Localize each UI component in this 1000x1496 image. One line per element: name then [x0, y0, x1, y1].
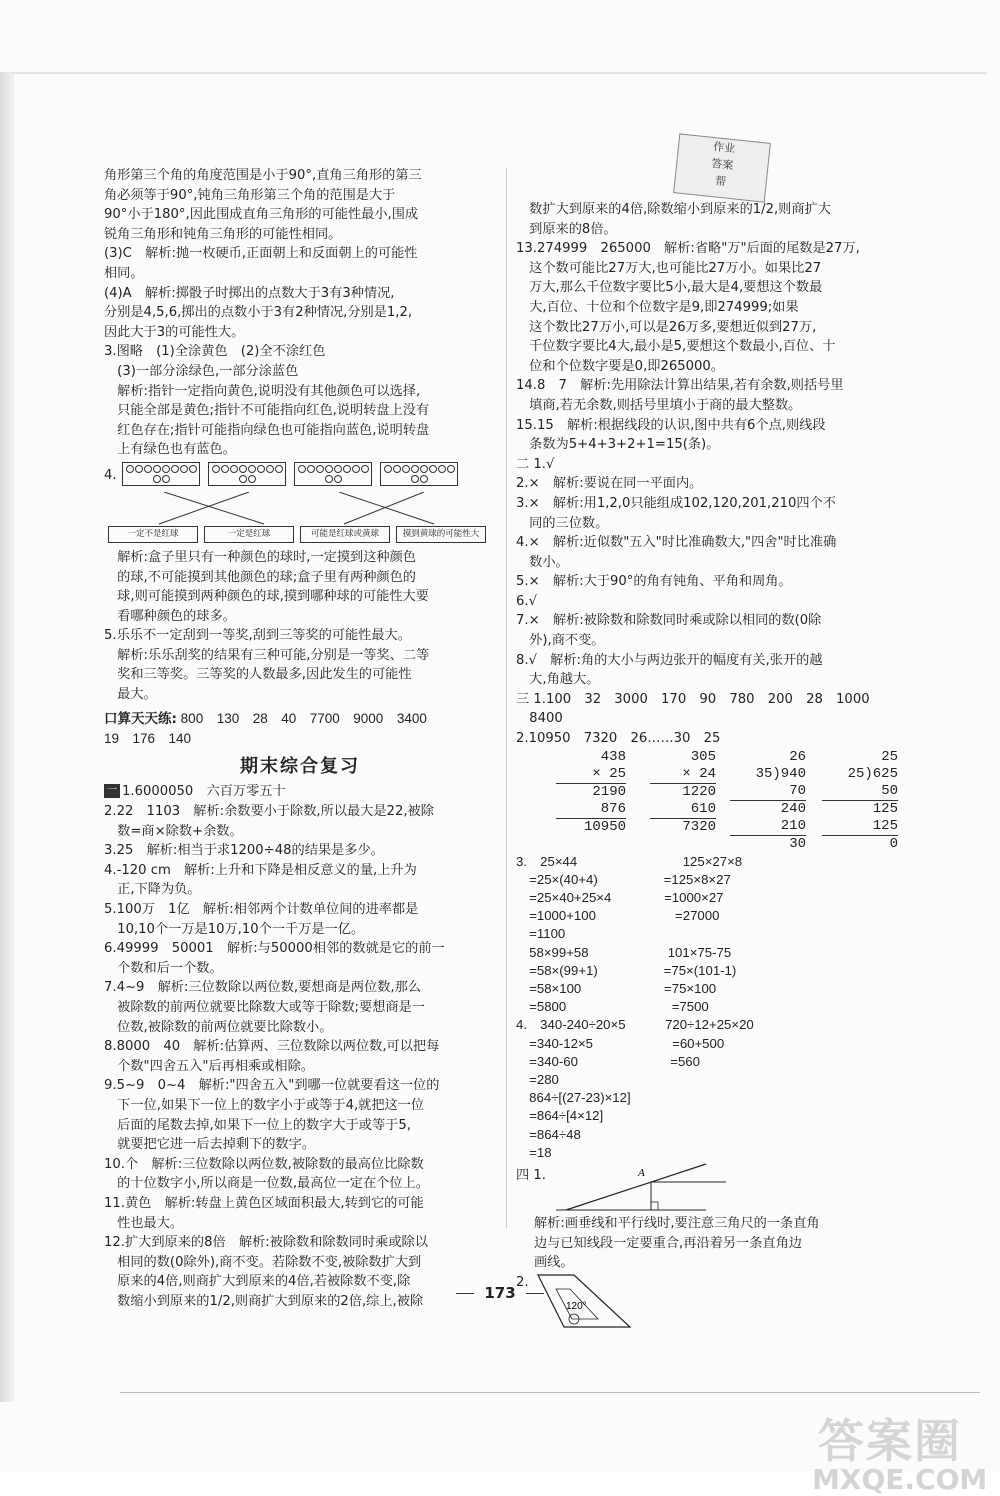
text-line: 条数为5+4+3+2+1=15(条)。 [516, 437, 720, 453]
text-line: 解析:乐乐刮奖的结果有三种可能,分别是一等奖、二等 [104, 647, 430, 663]
perpendicular-line-drawing [556, 1162, 736, 1214]
text-line: 解析:盒子里只有一种颜色的球时,一定摸到这种颜色 [104, 549, 416, 565]
left-bottom-block [104, 782, 496, 1311]
q4-2-label: 2. [516, 1274, 529, 1290]
text-line: =25×(40+4) =125×8×27 [516, 871, 731, 887]
page-number-text: 173 [484, 1284, 516, 1302]
text-line: 11.黄色 解析:转盘上黄色区域面积最大,转到它的可能 [104, 1195, 424, 1211]
text-line: 6.√ [516, 593, 537, 609]
result-labels [108, 526, 486, 543]
text-line: =340-60 =560 [516, 1053, 700, 1069]
text-line: 球,则可能摸到两种颜色的球,摸到哪种球的可能性大要 [104, 589, 429, 605]
section-title: 期末综合复习 [240, 755, 360, 777]
text-line: 到原来的8倍。 [516, 221, 617, 237]
watermark-url: MXQE.COM [812, 1463, 988, 1496]
text-line: 6.49999 50001 解析:与50000相邻的数就是它的前一 [104, 941, 445, 957]
text-line: 位数,被除数的前两位就要比除数小。 [104, 1019, 333, 1035]
text-line: =58×100 =75×100 [516, 981, 717, 997]
calc-row: 305 [690, 748, 716, 765]
text-line: 7.4~9 解析:三位数除以两位数,要想商是两位数,那么 [104, 980, 421, 996]
text-line: 就要把它进一后去掉剩下的数字。 [104, 1137, 315, 1153]
text-line: 13.274999 265000 解析:省略"万"后面的尾数是27万, [516, 241, 860, 257]
text-line: 大,百位、十位和个位数字是9,即274999;如果 [516, 299, 799, 315]
text-line: 正,下降为负。 [104, 882, 201, 898]
text-line: 万大,那么千位数字要比5小,最大是4,要想这个数最 [516, 280, 823, 296]
section-one-marker: 一 [104, 784, 120, 798]
text-line: =25×40+25×4 =1000×27 [516, 890, 724, 906]
calc-row: 125 [872, 800, 898, 817]
left-column [104, 166, 496, 1311]
division-625-by-25 [822, 749, 898, 853]
text-line: =1100 [516, 926, 566, 942]
text-line: 3.× 解析:用1,2,0只能组成102,120,201,210四个不 [516, 495, 836, 511]
q4-label: 4. [104, 467, 117, 483]
text-line: 边与已知线段一定要重合,再沿着另一条直角边 [534, 1235, 802, 1251]
text-line: 二 1.√ [516, 456, 555, 472]
text-line: 数小。 [516, 554, 569, 570]
calc-row: 10950 [583, 818, 626, 835]
ball-box [380, 462, 458, 486]
text-line: =18 [516, 1144, 552, 1160]
calc-row: 30 [789, 835, 806, 852]
text-line: 数=商×除数+余数。 [104, 823, 243, 839]
text-line: 58×99+58 101×75-75 [516, 944, 732, 960]
text-line: 性也最大。 [104, 1215, 184, 1231]
text-line: 填商,若无余数,则括号里填小于商的最大整数。 [516, 397, 802, 413]
text-line: 3.图略 (1)全涂黄色 (2)全不涂红色 [104, 344, 326, 360]
text-line: 8.8000 40 解析:估算两、三位数除以两位数,可以把每 [104, 1039, 440, 1055]
calc-row: 1220 [682, 783, 716, 800]
text-line: 因此大于3的可能性大。 [104, 324, 245, 340]
ball-box [208, 462, 286, 486]
ball-boxes [122, 462, 496, 486]
text-line: 大,角越大。 [516, 672, 600, 688]
q4-2-figure [516, 1273, 928, 1333]
calc-row: 438 [600, 748, 626, 765]
text-line: 14.8 7 解析:先用除法计算出结果,若有余数,则括号里 [516, 378, 844, 394]
text-line: 画线。 [534, 1255, 574, 1271]
calc-row: 210 [730, 818, 806, 836]
watermark-logo [812, 1405, 988, 1496]
kousuan-answers: 800 130 28 40 7700 9000 3400 [180, 710, 427, 726]
top-rule [12, 72, 987, 74]
text-line: 3.25 解析:相当于求1200÷48的结果是多少。 [104, 843, 384, 859]
point-label: A [638, 1167, 645, 1180]
text-line: 解析:指针一定指向黄色,说明没有其他颜色可以选择, [104, 383, 421, 399]
text-line: 下一位,如果下一位上的数字小于或等于4,就把这一位 [104, 1097, 425, 1113]
calc-row: 240 [780, 800, 806, 817]
multiplication-438x25 [556, 749, 626, 836]
calc-row: 610 [650, 801, 716, 819]
kousuan-label: 口算天天练: [104, 710, 177, 727]
q4-note [516, 1214, 928, 1273]
result-label: 可能是红球或黄球 [300, 526, 390, 543]
text-line: 位和个位数字要是0,即265000。 [516, 358, 724, 374]
text-line: 90°小于180°,因此围成直角三角形的可能性最小,围成 [104, 207, 419, 223]
text-line: 10.个 解析:三位数除以两位数,被除数的最高位比除数 [104, 1156, 424, 1172]
text-line: 的十位数字小,所以商是一位数,最高位一定在个位上。 [104, 1176, 429, 1192]
page-number [0, 1284, 1000, 1302]
watermark-logo-text: 答案圈 [818, 1414, 962, 1468]
text-line: 千位数字要比4大,最小是5,要想这个数最小,百位、十 [516, 339, 836, 355]
text-line: 相同。 [104, 265, 144, 281]
homework-stamp-logo [673, 133, 771, 202]
dash-right [526, 1293, 544, 1294]
division-940-by-35 [730, 749, 806, 853]
text-line: =1000+100 =27000 [516, 908, 720, 924]
result-label: 一定不是红球 [108, 526, 198, 543]
text-line: =340-12×5 =60+500 [516, 1035, 725, 1051]
text-line: 数扩大到原来的4倍,除数缩小到原来的1/2,则商扩大 [516, 202, 831, 217]
calc-row: × 24 [650, 766, 716, 784]
text-line: 奖和三等奖。三等奖的人数最多,因此发生的可能性 [104, 667, 412, 683]
calc-row: 25 [881, 748, 898, 765]
dash-left [456, 1293, 474, 1294]
text-line: 5.乐乐不一定刮到一等奖,刮到三等奖的可能性最大。 [104, 628, 411, 644]
text-line: 个数和后一个数。 [104, 960, 223, 976]
text-line: 这个数比27万小,可以是26万多,要想近似到27万, [516, 319, 817, 335]
q4-perpendicular-figure [516, 1162, 928, 1214]
text-line: 数缩小到原来的1/2,则商扩大到原来的2倍,综上,被除 [104, 1293, 424, 1309]
calc-row: 50 [822, 783, 898, 801]
text-line: =864÷[4×12] [516, 1108, 604, 1124]
text-line: 5.× 解析:大于90°的角有钝角、平角和周角。 [516, 574, 792, 590]
text-line: 10,10个一万是10万,10个一千万是一亿。 [104, 921, 365, 937]
text-line: 的球,不可能摸到其他颜色的球;盒子里有两种颜色的 [104, 569, 416, 585]
ball-box [294, 462, 372, 486]
left-top-block [104, 166, 496, 460]
text-line: 8400 [516, 711, 563, 727]
ball-box [122, 462, 200, 486]
text-line: 2.× 解析:要说在同一平面内。 [516, 476, 703, 492]
text-line: (3)一部分涂绿色,一部分涂蓝色 [104, 363, 299, 379]
text-line: 1.6000050 六百万零五十 [122, 784, 286, 800]
left-mid-block [104, 548, 496, 705]
text-line: 被除数的前两位就要比除数大或等于除数;要想商是一 [104, 999, 425, 1015]
text-line: 最大。 [104, 687, 157, 703]
text-line: 红色存在;指针可能指向绿色也可能指向蓝色,说明转盘 [104, 422, 430, 438]
text-line: 外),商不变。 [516, 633, 605, 649]
stamp-line: 答案 [710, 156, 734, 173]
text-line: 原来的4倍,则商扩大到原来的4倍,若被除数不变,除 [104, 1274, 411, 1290]
calc-row: 876 [556, 801, 626, 819]
calc-row: 2190 [592, 783, 626, 800]
text-line: 分别是4,5,6,掷出的点数小于3有2种情况,分别是1,2, [104, 305, 413, 321]
q4-matching-figure [104, 462, 496, 548]
kousuan-answers: 19 176 140 [104, 731, 192, 747]
calc-row: 26 [789, 748, 806, 765]
text-line: 9.5~9 0~4 解析:"四舍五入"到哪一位就要看这一位的 [104, 1078, 440, 1094]
column-divider [506, 168, 507, 1228]
text-line: 12.扩大到原来的8倍 解析:被除数和除数同时乘或除以 [104, 1235, 428, 1251]
triangle-ruler-drawing [534, 1273, 634, 1333]
text-line: 7.× 解析:被除数和除数同时乘或除以相同的数(0除 [516, 613, 822, 629]
text-line: 4.-120 cm 解析:上升和下降是相反意义的量,上升为 [104, 862, 417, 878]
calc-row: 125 [822, 818, 898, 836]
text-line: =58×(99+1) =75×(101-1) [516, 962, 737, 978]
right-q3-q4-block [516, 853, 928, 1162]
result-label: 摸到黄球的可能性大 [396, 526, 486, 543]
text-line: 锐角三角形和钝角三角形的可能性相同。 [104, 226, 342, 242]
text-line: 个数"四舍五入"后再相乘或相除。 [104, 1058, 314, 1074]
angle-label: 120° [566, 1300, 587, 1312]
calc-row: × 25 [556, 766, 626, 784]
vertical-calculations [516, 749, 928, 853]
right-top-block [516, 200, 928, 749]
text-line: 角必须等于90°,钝角三角形第三个角的范围是大于 [104, 187, 396, 203]
text-line: 三 1.100 32 3000 170 90 780 200 28 1000 [516, 691, 870, 707]
calc-row: 35)940 [755, 765, 806, 782]
text-line: 15.15 解析:根据线段的认识,图中共有6个点,则线段 [516, 417, 826, 433]
text-line: 同的三位数。 [516, 515, 609, 531]
text-line: 这个数可能比27万大,也可能比27万小。如果比27 [516, 260, 822, 276]
text-line: 看哪种颜色的球多。 [104, 608, 236, 624]
text-line: 5.100万 1亿 解析:相邻两个计数单位间的进率都是 [104, 902, 419, 917]
text-line: =5800 =7500 [516, 999, 709, 1015]
text-line: (4)A 解析:掷骰子时掷出的点数大于3有3种情况, [104, 285, 395, 301]
text-line: 8.√ 解析:角的大小与两边张开的幅度有关,张开的越 [516, 652, 823, 668]
text-line: 相同的数(0除外),商不变。若除数不变,被除数扩大到 [104, 1254, 422, 1270]
bottom-rule [120, 1392, 980, 1393]
calc-row: 0 [889, 835, 898, 852]
calc-row: 70 [730, 783, 806, 801]
calc-row: 25)625 [847, 765, 898, 782]
text-line: 后面的尾数去掉,如果下一位上的数字大于或等于5, [104, 1117, 411, 1133]
text-line: 4.× 解析:近似数"五入"时比准确数大,"四舍"时比准确 [516, 535, 837, 551]
text-line: (3)C 解析:抛一枚硬币,正面朝上和反面朝上的可能性 [104, 246, 418, 262]
text-line: 864÷[(27-23)×12] [516, 1090, 631, 1106]
multiplication-305x24 [650, 749, 716, 836]
text-line: 3. 25×44 125×27×8 [516, 853, 743, 869]
book-spine-shadow [0, 72, 14, 1402]
text-line: 2.10950 7320 26……30 25 [516, 731, 721, 747]
text-line: =280 [516, 1072, 559, 1088]
q4-label: 四 1. [516, 1168, 546, 1184]
text-line: 4. 340-240÷20×5 720÷12+25×20 [516, 1017, 754, 1033]
result-label: 一定是红球 [204, 526, 294, 543]
right-column [516, 200, 928, 1333]
text-line: 角形第三个角的角度范围是小于90°,直角三角形的第三 [104, 168, 422, 183]
text-line: 上有绿色也有蓝色。 [104, 442, 236, 458]
text-line: =864÷48 [516, 1126, 581, 1142]
stamp-line: 帮 [714, 174, 727, 189]
text-line: 只能全部是黄色;指针不可能指向红色,说明转盘上没有 [104, 403, 430, 419]
text-line: 2.22 1103 解析:余数要小于除数,所以最大是22,被除 [104, 804, 434, 820]
stamp-line: 作业 [712, 139, 736, 156]
text-line: 解析:画垂线和平行线时,要注意三角尺的一条直角 [534, 1216, 820, 1232]
calc-row: 7320 [682, 818, 716, 835]
kousuan-practice [104, 709, 496, 749]
